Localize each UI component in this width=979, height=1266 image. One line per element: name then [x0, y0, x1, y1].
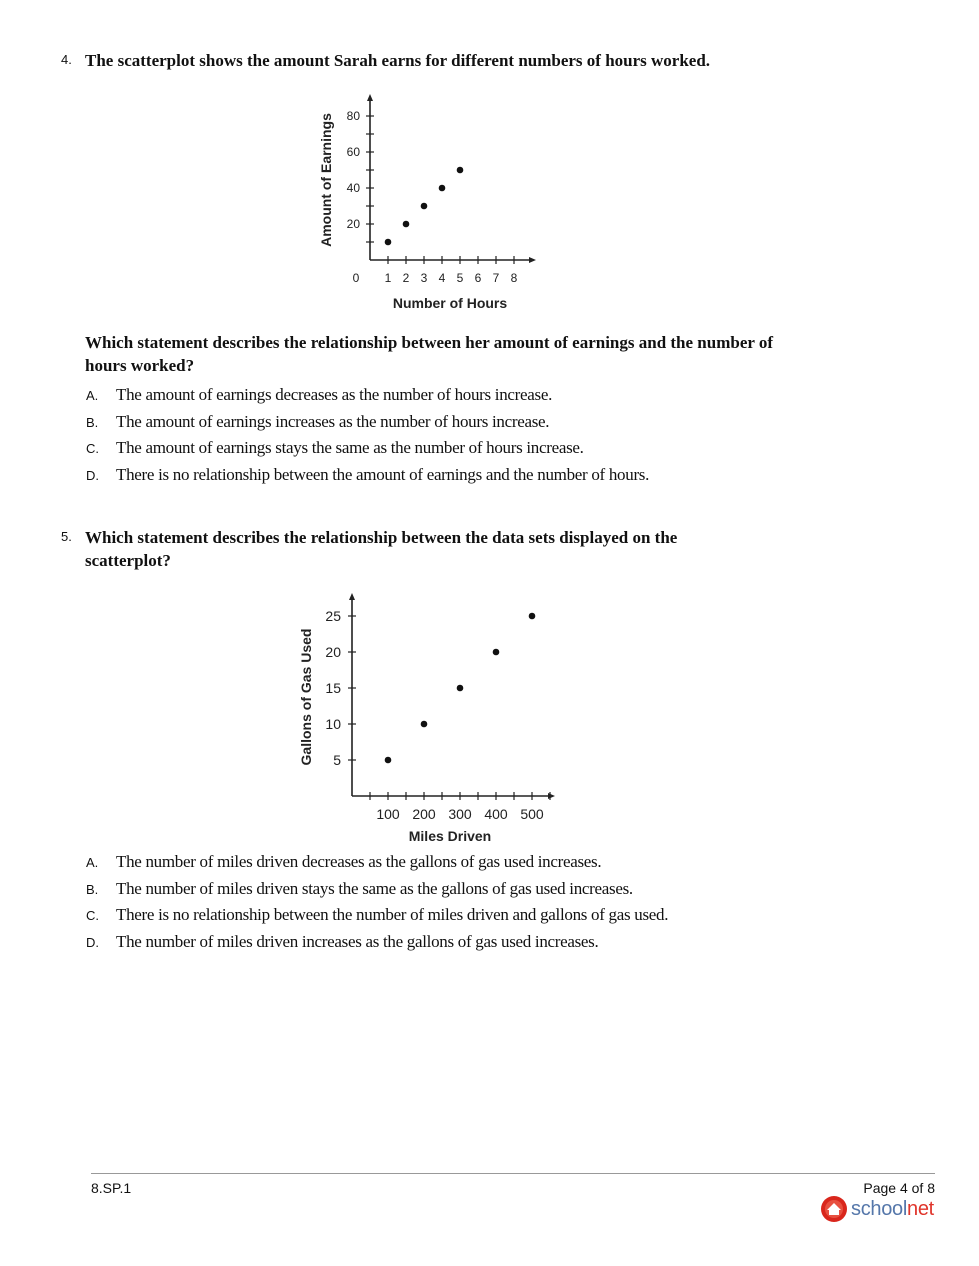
y-tick-label: 20 [325, 644, 341, 660]
option-text[interactable]: There is no relationship between the number of miles driven and gallons of gas used. [116, 905, 669, 925]
logo-text-school: school [851, 1197, 908, 1220]
option-text[interactable]: The number of miles driven decreases as the gallons of gas used increases. [116, 852, 602, 871]
x-tick-label: 500 [520, 806, 544, 822]
data-point [403, 221, 410, 228]
option-text[interactable]: The number of miles driven increases as the gallons of gas used increases. [116, 932, 599, 952]
x-tick-label: 5 [456, 271, 464, 285]
question-4-prompt: The scatterplot shows the amount Sarah earns for different numbers of hours worked. [85, 51, 711, 70]
data-point [385, 239, 392, 246]
x-tick-label: 3 [420, 271, 428, 285]
data-point [457, 685, 464, 692]
page-number: Page 4 of 8 [863, 1180, 935, 1196]
y-tick-label: 20 [346, 217, 360, 231]
x-axis-title: Miles Driven [408, 828, 492, 844]
data-point [529, 613, 536, 620]
y-axis-arrow [367, 94, 373, 101]
x-tick-label: 1 [384, 271, 392, 285]
option-letter: B. [86, 881, 99, 897]
option-letter: C. [86, 908, 99, 924]
data-point [421, 721, 428, 728]
x-tick-label: 7 [492, 271, 500, 285]
x-tick-label: 8 [510, 271, 518, 285]
x-tick-label: 200 [412, 806, 436, 822]
x-tick-label: 2 [402, 271, 410, 285]
question-4-number: 4. [61, 52, 72, 67]
y-tick-label: 60 [346, 145, 360, 159]
question-4-text: Which statement describes the relationship between her amount of earnings and the number of hours worked? [85, 333, 774, 375]
y-tick-label: 10 [325, 716, 341, 732]
schoolnet-logo [820, 1195, 934, 1223]
option-letter: C. [86, 441, 99, 457]
option-letter: A. [86, 855, 99, 870]
option-letter: D. [86, 935, 99, 951]
data-point [439, 185, 446, 192]
option-text[interactable]: The number of miles driven stays the same as the gallons of gas used increases. [116, 878, 633, 898]
option-letter: B. [86, 414, 99, 430]
question-5-text: Which statement describes the relationship between the data sets displayed on the scatterplot? [85, 528, 678, 570]
house-icon [820, 1195, 848, 1223]
y-tick-label: 25 [325, 608, 341, 624]
y-axis-arrow [349, 593, 355, 600]
x-tick-label: 0 [352, 271, 360, 285]
option-letter: D. [86, 468, 99, 484]
x-tick-label: 400 [484, 806, 508, 822]
option-letter: A. [86, 388, 99, 403]
data-point [421, 203, 428, 210]
footer-divider [91, 1173, 935, 1174]
option-text[interactable]: There is no relationship between the amount of earnings and the number of hours. [116, 465, 650, 485]
option-text[interactable]: The amount of earnings stays the same as the number of hours increase. [116, 438, 584, 458]
x-tick-label: 300 [448, 806, 472, 822]
question-5-number: 5. [61, 529, 72, 544]
y-axis-title: Amount of Earnings [318, 113, 334, 247]
x-axis-arrow [529, 257, 536, 263]
x-tick-label: 4 [438, 271, 446, 285]
option-text[interactable]: The amount of earnings decreases as the number of hours increase. [116, 385, 553, 404]
y-tick-label: 15 [325, 680, 341, 696]
logo-text-net: net [907, 1197, 934, 1220]
x-axis-title: Number of Hours [392, 295, 508, 311]
gas-scatterplot [0, 560, 979, 860]
y-axis-title: Gallons of Gas Used [298, 628, 314, 766]
x-tick-label: 100 [376, 806, 400, 822]
option-text[interactable]: The amount of earnings increases as the number of hours increase. [116, 411, 550, 431]
data-point [457, 167, 464, 174]
y-tick-label: 80 [346, 109, 360, 123]
y-tick-label: 5 [333, 752, 341, 768]
x-tick-label: 6 [474, 271, 482, 285]
y-tick-label: 40 [346, 181, 360, 195]
x-axis-arrow [548, 793, 555, 799]
standard-code: 8.SP.1 [91, 1180, 132, 1196]
data-point [385, 757, 392, 764]
data-point [493, 649, 500, 656]
earnings-scatterplot [0, 0, 979, 330]
